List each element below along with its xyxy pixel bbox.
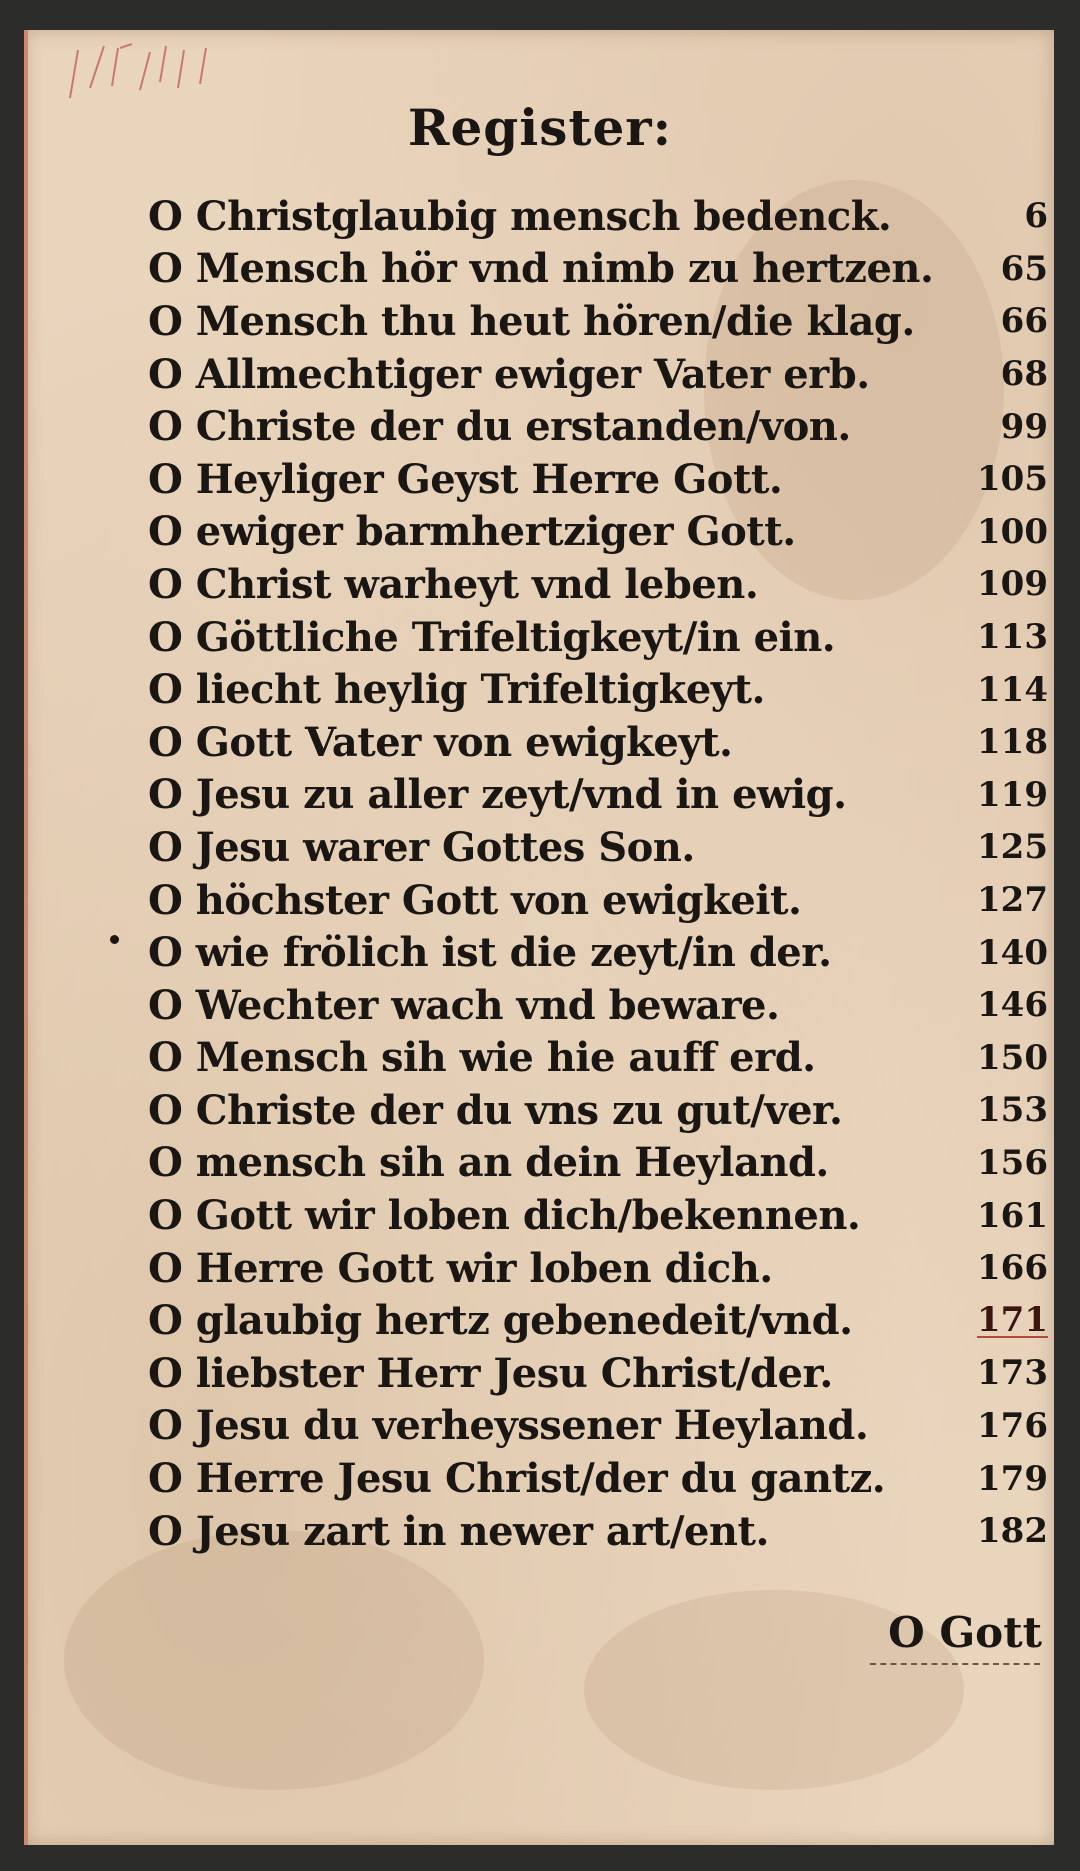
entry-title: O höchster Gott von ewigkeit.	[148, 876, 802, 924]
list-item	[148, 611, 1048, 664]
entry-title: O Jesu zu aller zeyt/vnd in ewig.	[148, 771, 847, 819]
list-item	[148, 716, 1048, 769]
list-item	[148, 190, 1048, 243]
entry-page-number: 182	[977, 1511, 1048, 1552]
entry-page-number: 119	[977, 774, 1048, 815]
entry-page-number: 105	[977, 459, 1048, 500]
list-item	[148, 453, 1048, 506]
entry-page-number: 156	[977, 1142, 1048, 1183]
entry-title: O Mensch sih wie hie auff erd.	[148, 1034, 816, 1082]
list-item	[148, 400, 1048, 453]
page-edge	[24, 30, 28, 1845]
entry-page-number: 100	[977, 511, 1048, 552]
list-item	[148, 1505, 1048, 1558]
entry-title: O Jesu warer Gottes Son.	[148, 823, 695, 871]
entry-page-number: 109	[977, 564, 1048, 605]
entry-title: O Heyliger Geyst Herre Gott.	[148, 455, 783, 503]
entry-title: O Christglaubig mensch bedenck.	[148, 192, 892, 240]
entry-title: O wie frölich ist die zeyt/in der.	[148, 929, 832, 977]
entry-title: O ewiger barmhertziger Gott.	[148, 508, 796, 556]
entry-page-number: 140	[977, 932, 1048, 973]
page-title: Register:	[407, 98, 673, 157]
entry-title: O Gott wir loben dich/bekennen.	[148, 1192, 861, 1240]
list-item	[148, 1452, 1048, 1505]
entry-page-number: 171	[977, 1300, 1048, 1341]
entry-title: O Christe der du vns zu gut/ver.	[148, 1086, 843, 1134]
entry-title: O Göttliche Trifeltigkeyt/in ein.	[148, 613, 836, 661]
list-item	[148, 348, 1048, 401]
list-item	[148, 926, 1048, 979]
entry-page-number: 114	[977, 669, 1048, 710]
entry-page-number: 125	[977, 827, 1048, 868]
list-item	[148, 821, 1048, 874]
entry-page-number: 176	[977, 1405, 1048, 1446]
entry-page-number: 179	[977, 1458, 1048, 1499]
list-item	[148, 1137, 1048, 1190]
list-item	[148, 506, 1048, 559]
list-item	[148, 1032, 1048, 1085]
entry-title: O Gott Vater von ewigkeyt.	[148, 718, 733, 766]
paper-stain	[64, 1530, 484, 1790]
list-item	[148, 558, 1048, 611]
entry-title: O Mensch hör vnd nimb zu hertzen.	[148, 245, 934, 293]
entry-title: O Jesu du verheyssener Heyland.	[148, 1402, 869, 1450]
catchword-rule	[870, 1663, 1040, 1665]
list-item	[148, 1084, 1048, 1137]
entry-page-number: 113	[977, 617, 1048, 658]
list-item	[148, 1189, 1048, 1242]
entry-title: O liebster Herr Jesu Christ/der.	[148, 1349, 833, 1397]
list-item	[148, 243, 1048, 296]
list-item	[148, 1400, 1048, 1453]
entry-page-number: 66	[1000, 301, 1048, 342]
entry-title: O Christe der du erstanden/von.	[148, 403, 851, 451]
entry-title: O Allmechtiger ewiger Vater erb.	[148, 350, 870, 398]
list-item	[148, 874, 1048, 927]
entry-page-number: 127	[977, 880, 1048, 921]
entry-page-number: 68	[1000, 354, 1048, 395]
entry-title: O Wechter wach vnd beware.	[148, 981, 780, 1029]
entry-title: O glaubig hertz gebenedeit/vnd.	[148, 1297, 853, 1345]
entry-page-number: 6	[1024, 196, 1048, 237]
entry-page-number: 65	[1000, 248, 1048, 289]
list-item	[148, 295, 1048, 348]
list-item	[148, 1242, 1048, 1295]
list-item	[148, 1294, 1048, 1347]
catchword: O Gott	[888, 1608, 1042, 1657]
entry-title: O Mensch thu heut hören/die klag.	[148, 297, 915, 345]
entry-title: O Christ warheyt vnd leben.	[148, 560, 759, 608]
list-item	[148, 769, 1048, 822]
entry-page-number: 99	[1000, 406, 1048, 447]
entry-page-number: 118	[977, 722, 1048, 763]
entry-page-number: 166	[977, 1248, 1048, 1289]
list-item	[148, 1347, 1048, 1400]
entry-title: O mensch sih an dein Heyland.	[148, 1139, 829, 1187]
entry-title: O Herre Jesu Christ/der du gantz.	[148, 1455, 886, 1503]
entry-title: O liecht heylig Trifeltigkeyt.	[148, 666, 765, 714]
entry-page-number: 173	[977, 1353, 1048, 1394]
register-list	[148, 190, 1048, 1557]
list-item	[148, 979, 1048, 1032]
list-item	[148, 663, 1048, 716]
entry-page-number: 150	[977, 1037, 1048, 1078]
entry-page-number: 146	[977, 985, 1048, 1026]
entry-page-number: 161	[977, 1195, 1048, 1236]
bullet-mark	[110, 935, 119, 944]
entry-title: O Jesu zart in newer art/ent.	[148, 1507, 769, 1555]
entry-title: O Herre Gott wir loben dich.	[148, 1244, 773, 1292]
entry-page-number: 153	[977, 1090, 1048, 1131]
